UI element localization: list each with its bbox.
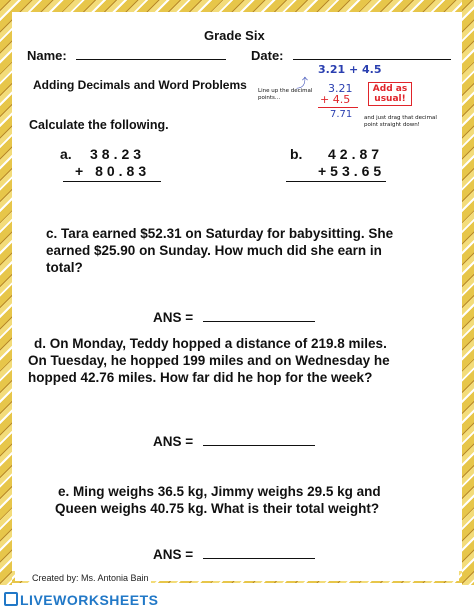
problem-c-line-3: total? (46, 260, 83, 275)
topic-heading: Adding Decimals and Word Problems (33, 78, 247, 92)
logo-text: LIVEWORKSHEETS (20, 592, 159, 608)
problem-d-text (28, 335, 390, 386)
problem-d-line-2: On Tuesday, he hopped 199 miles and on Wednesday he (28, 353, 390, 368)
liveworksheets-logo[interactable] (4, 592, 158, 608)
problem-e-text (45, 483, 381, 517)
problem-b-line (286, 181, 386, 182)
date-field[interactable] (293, 46, 451, 60)
logo-icon (4, 592, 18, 606)
drag-note: and just drag that decimal point straight down! (364, 115, 437, 128)
date-label: Date: (251, 48, 284, 63)
problem-d-line-3: hopped 42.76 miles. How far did he hop for the week? (28, 370, 373, 385)
add-as-usual-text: Add as usual! (372, 84, 408, 104)
credit-text: Created by: Ms. Antonia Bain (32, 573, 149, 583)
arrow-icon: ⤴ (296, 76, 309, 90)
answer-c-field[interactable] (203, 308, 315, 322)
problem-c-text (46, 225, 393, 276)
problem-b-letter: b. (290, 146, 303, 162)
pencil-border-right (462, 0, 474, 611)
pencil-border-left (0, 0, 12, 611)
answer-e-label: ANS = (153, 547, 194, 562)
answer-e-field[interactable] (203, 545, 315, 559)
problem-a-bottom: + 80.83 (75, 163, 151, 179)
example-note (258, 60, 458, 130)
example-addend-1: 3.21 (328, 82, 353, 95)
answer-d-field[interactable] (203, 432, 315, 446)
answer-c-label: ANS = (153, 310, 194, 325)
grade-title: Grade Six (204, 28, 265, 43)
problem-c-line-2: earned $25.90 on Sunday. How much did she earn in (46, 243, 382, 258)
example-answer: 7.71 (330, 109, 353, 120)
example-sum-line (318, 107, 358, 108)
answer-c-row (153, 308, 315, 325)
answer-d-row (153, 432, 315, 449)
name-field[interactable] (76, 46, 226, 60)
example-addend-2: + 4.5 (320, 93, 351, 106)
line-up-text: Line up the decimal points... (258, 88, 313, 101)
problem-d-line-1: d. On Monday, Teddy hopped a distance of 219.8 miles. (34, 336, 387, 351)
instruction: Calculate the following. (29, 118, 169, 132)
name-label: Name: (27, 48, 67, 63)
problem-c-line-1: c. Tara earned $52.31 on Saturday for babysitting. She (46, 226, 394, 241)
name-row (27, 46, 226, 63)
answer-d-label: ANS = (153, 434, 194, 449)
problem-a-top: 38.23 (90, 146, 146, 162)
problem-a-line (63, 181, 161, 182)
problem-e-line-2: Queen weighs 40.75 kg. What is their total weight? (55, 501, 380, 516)
problem-b-bottom: +53.65 (318, 163, 386, 179)
example-top-sum: 3.21 + 4.5 (318, 63, 382, 76)
answer-e-row (153, 545, 315, 562)
add-as-usual-box (368, 82, 412, 106)
problem-a-letter: a. (60, 146, 72, 162)
problem-b-top: 42.87 (328, 146, 384, 162)
problem-e-line-1: e. Ming weighs 36.5 kg, Jimmy weighs 29.5 kg and (58, 484, 381, 499)
pencil-border-top (0, 0, 474, 12)
